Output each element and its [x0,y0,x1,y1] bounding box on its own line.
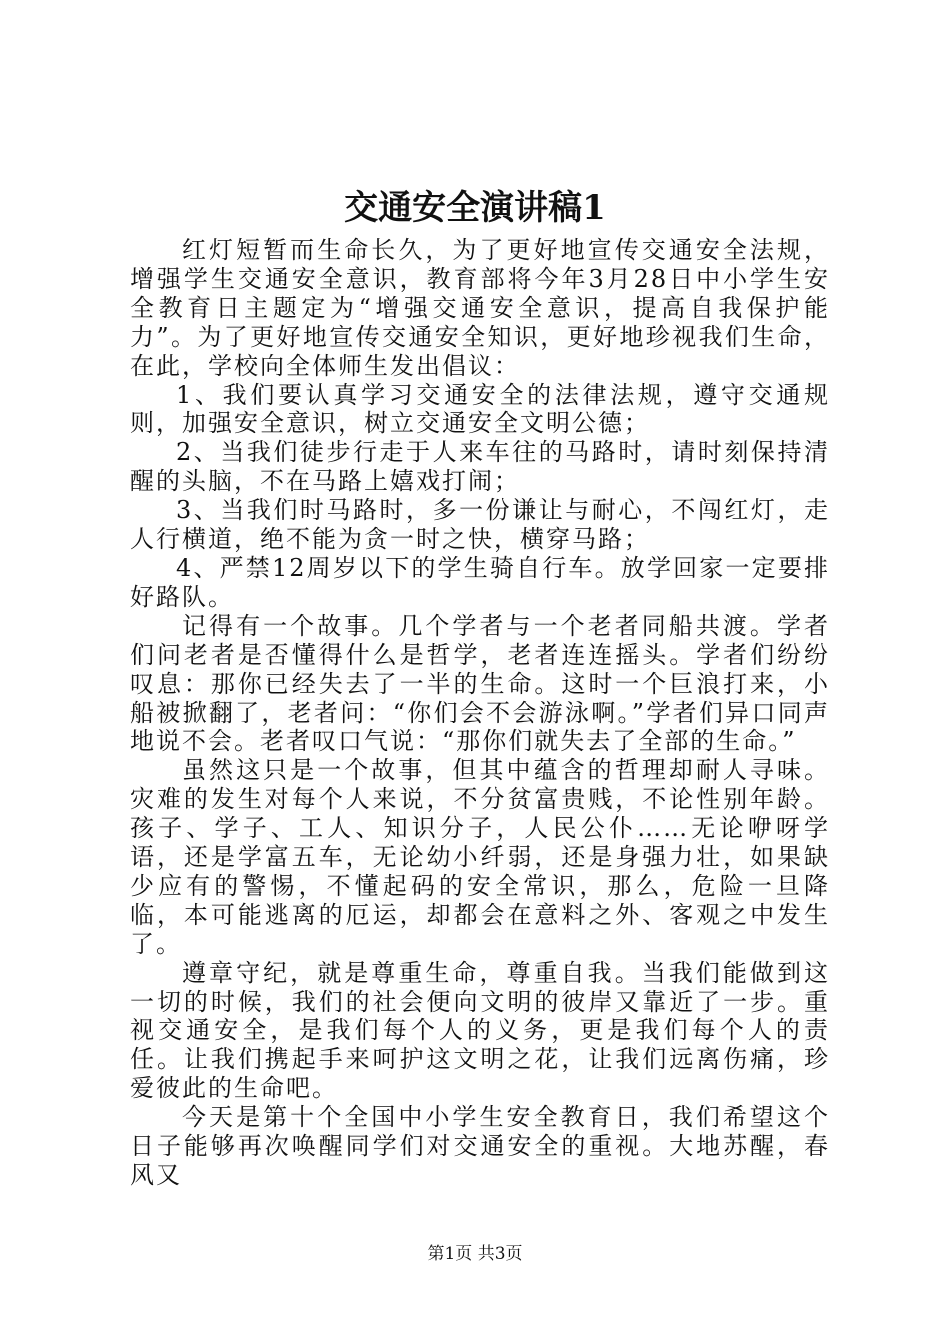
paragraph-safety-day: 今天是第十个全国中小学生安全教育日，我们希望这个日子能够再次唤醒同学们对交通安全的重视。大地苏醒，春风又 [130,1103,830,1189]
paragraph-discipline: 遵章守纪，就是尊重生命，尊重自我。当我们能做到这一切的时候，我们的社会便向文明的彼岸又靠近了一步。重视交通安全，是我们每个人的义务，更是我们每个人的责任。让我们携起手来呵护这文明之花，让我们远离伤痛，珍爱彼此的生命吧。 [130,958,830,1103]
paragraph-item-1: 1、我们要认真学习交通安全的法律法规，遵守交通规则，加强安全意识，树立交通安全文明公德； [130,380,830,438]
paragraph-item-2: 2、当我们徒步行走于人来车往的马路时，请时刻保持清醒的头脑，不在马路上嬉戏打闹； [130,438,830,496]
paragraph-story: 记得有一个故事。几个学者与一个老者同船共渡。学者们问老者是否懂得什么是哲学，老者连连摇头。学者们纷纷叹息：那你已经失去了一半的生命。这时一个巨浪打来，小船被掀翻了，老者问：“你们会不会游泳啊。”学者们异口同声地说不会。老者叹口气说：“那你们就失去了全部的生命。” [130,611,830,756]
paragraph-item-3: 3、当我们时马路时，多一份谦让与耐心，不闯红灯，走人行横道，绝不能为贪一时之快，横穿马路； [130,496,830,554]
page-number-footer: 第1页 共3页 [427,1244,523,1264]
paragraph-reflection: 虽然这只是一个故事，但其中蕴含的哲理却耐人寻味。灾难的发生对每个人来说，不分贫富贵贱，不论性别年龄。孩子、学子、工人、知识分子，人民公仆……无论咿呀学语，还是学富五车，无论幼小纤弱，还是身强力壮，如果缺少应有的警惕，不懂起码的安全常识，那么，危险一旦降临，本可能逃离的厄运，却都会在意料之外、客观之中发生了。 [130,756,830,958]
paragraph-intro: 红灯短暂而生命长久，为了更好地宣传交通安全法规，增强学生交通安全意识，教育部将今年3月28日中小学生安全教育日主题定为“增强交通安全意识，提高自我保护能力”。为了更好地宣传交通安全知识，更好地珍视我们生命，在此，学校向全体师生发出倡议： [130,236,830,380]
paragraph-item-4: 4、严禁12周岁以下的学生骑自行车。放学回家一定要排好路队。 [130,553,830,611]
document-title: 交通安全演讲稿1 [344,188,606,228]
document-body [130,236,830,1190]
